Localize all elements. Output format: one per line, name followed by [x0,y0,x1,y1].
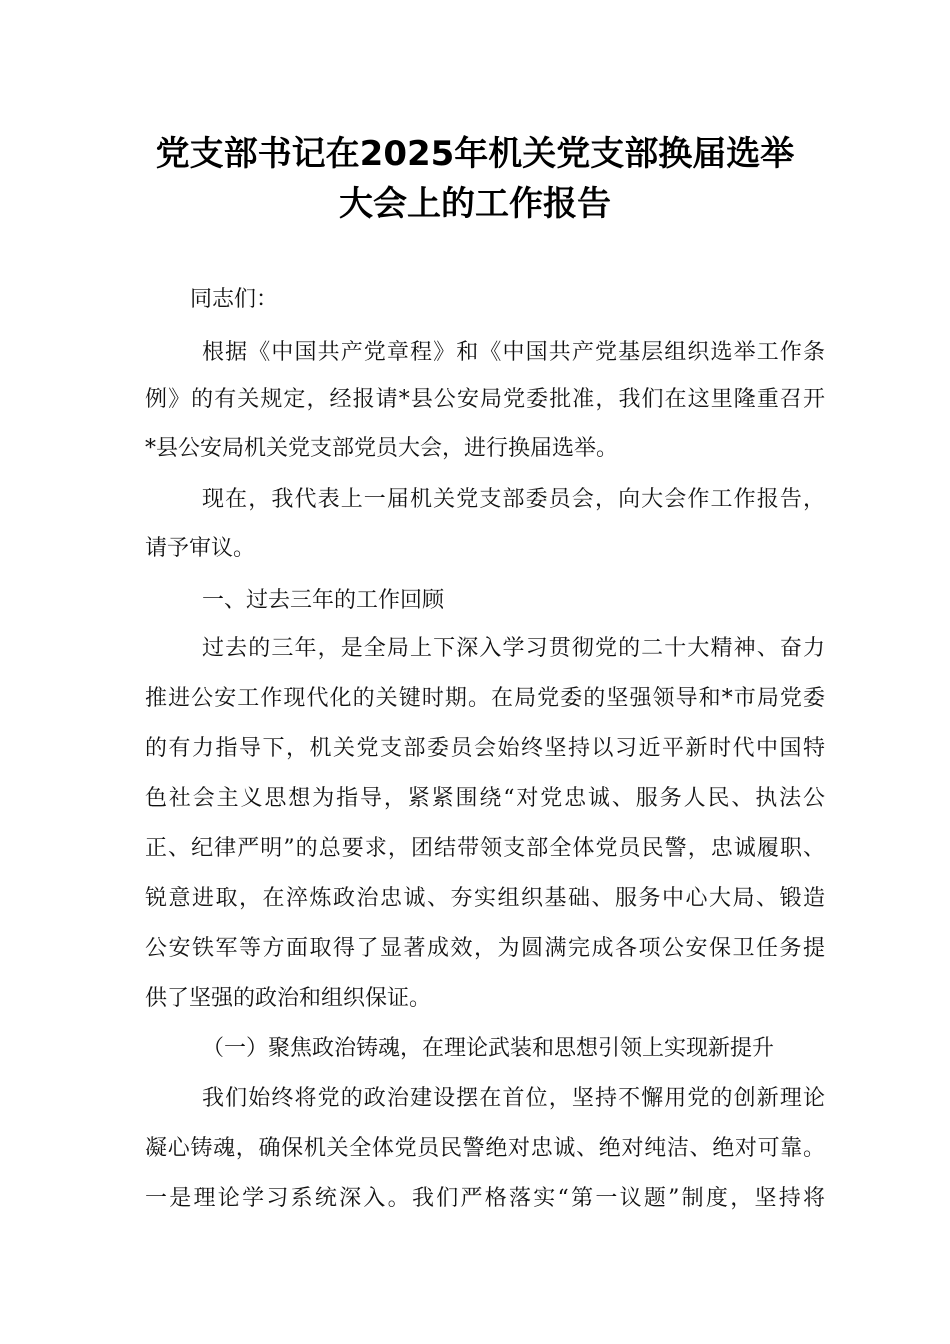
paragraph-line: 过去的三年，是全局上下深入学习贯彻党的二十大精神、奋力 [202,636,825,661]
paragraph-line: 一是理论学习系统深入。我们严格落实“第一议题”制度，坚持将 [145,1186,825,1211]
document-title-line-1: 党支部书记在2025年机关党支部换届选举 [155,134,795,174]
paragraph-line: *县公安局机关党支部党员大会，进行换届选举。 [145,436,619,461]
paragraph-line: 根据《中国共产党章程》和《中国共产党基层组织选举工作条 [202,340,825,365]
section-heading: 一、过去三年的工作回顾 [202,588,445,613]
paragraph-line: 我们始终将党的政治建设摆在首位，坚持不懈用党的创新理论 [202,1086,825,1111]
paragraph-line: 供了坚强的政治和组织保证。 [145,986,432,1011]
paragraph-line: 现在，我代表上一届机关党支部委员会，向大会作工作报告， [202,487,825,512]
subsection-heading: （一）聚焦政治铸魂，在理论武装和思想引领上实现新提升 [202,1036,775,1061]
paragraph-line: 色社会主义思想为指导，紧紧围绕“对党忠诚、服务人民、执法公 [145,786,825,811]
paragraph-line: 正、纪律严明”的总要求，团结带领支部全体党员民警，忠诚履职、 [145,836,825,861]
paragraph-line: 锐意进取，在淬炼政治忠诚、夯实组织基础、服务中心大局、锻造 [145,886,825,911]
paragraph-line: 凝心铸魂，确保机关全体党员民警绝对忠诚、绝对纯洁、绝对可靠。 [145,1136,825,1161]
paragraph-line: 公安铁军等方面取得了显著成效，为圆满完成各项公安保卫任务提 [145,936,825,961]
paragraph-line: 请予审议。 [145,536,256,561]
paragraph-line: 推进公安工作现代化的关键时期。在局党委的坚强领导和*市局党委 [145,686,825,711]
paragraph-line: 的有力指导下，机关党支部委员会始终坚持以习近平新时代中国特 [145,736,825,761]
paragraph-line: 例》的有关规定，经报请*县公安局党委批准，我们在这里隆重召开 [145,387,825,412]
salutation: 同志们： [190,287,279,312]
document-title-line-2: 大会上的工作报告 [339,184,611,224]
